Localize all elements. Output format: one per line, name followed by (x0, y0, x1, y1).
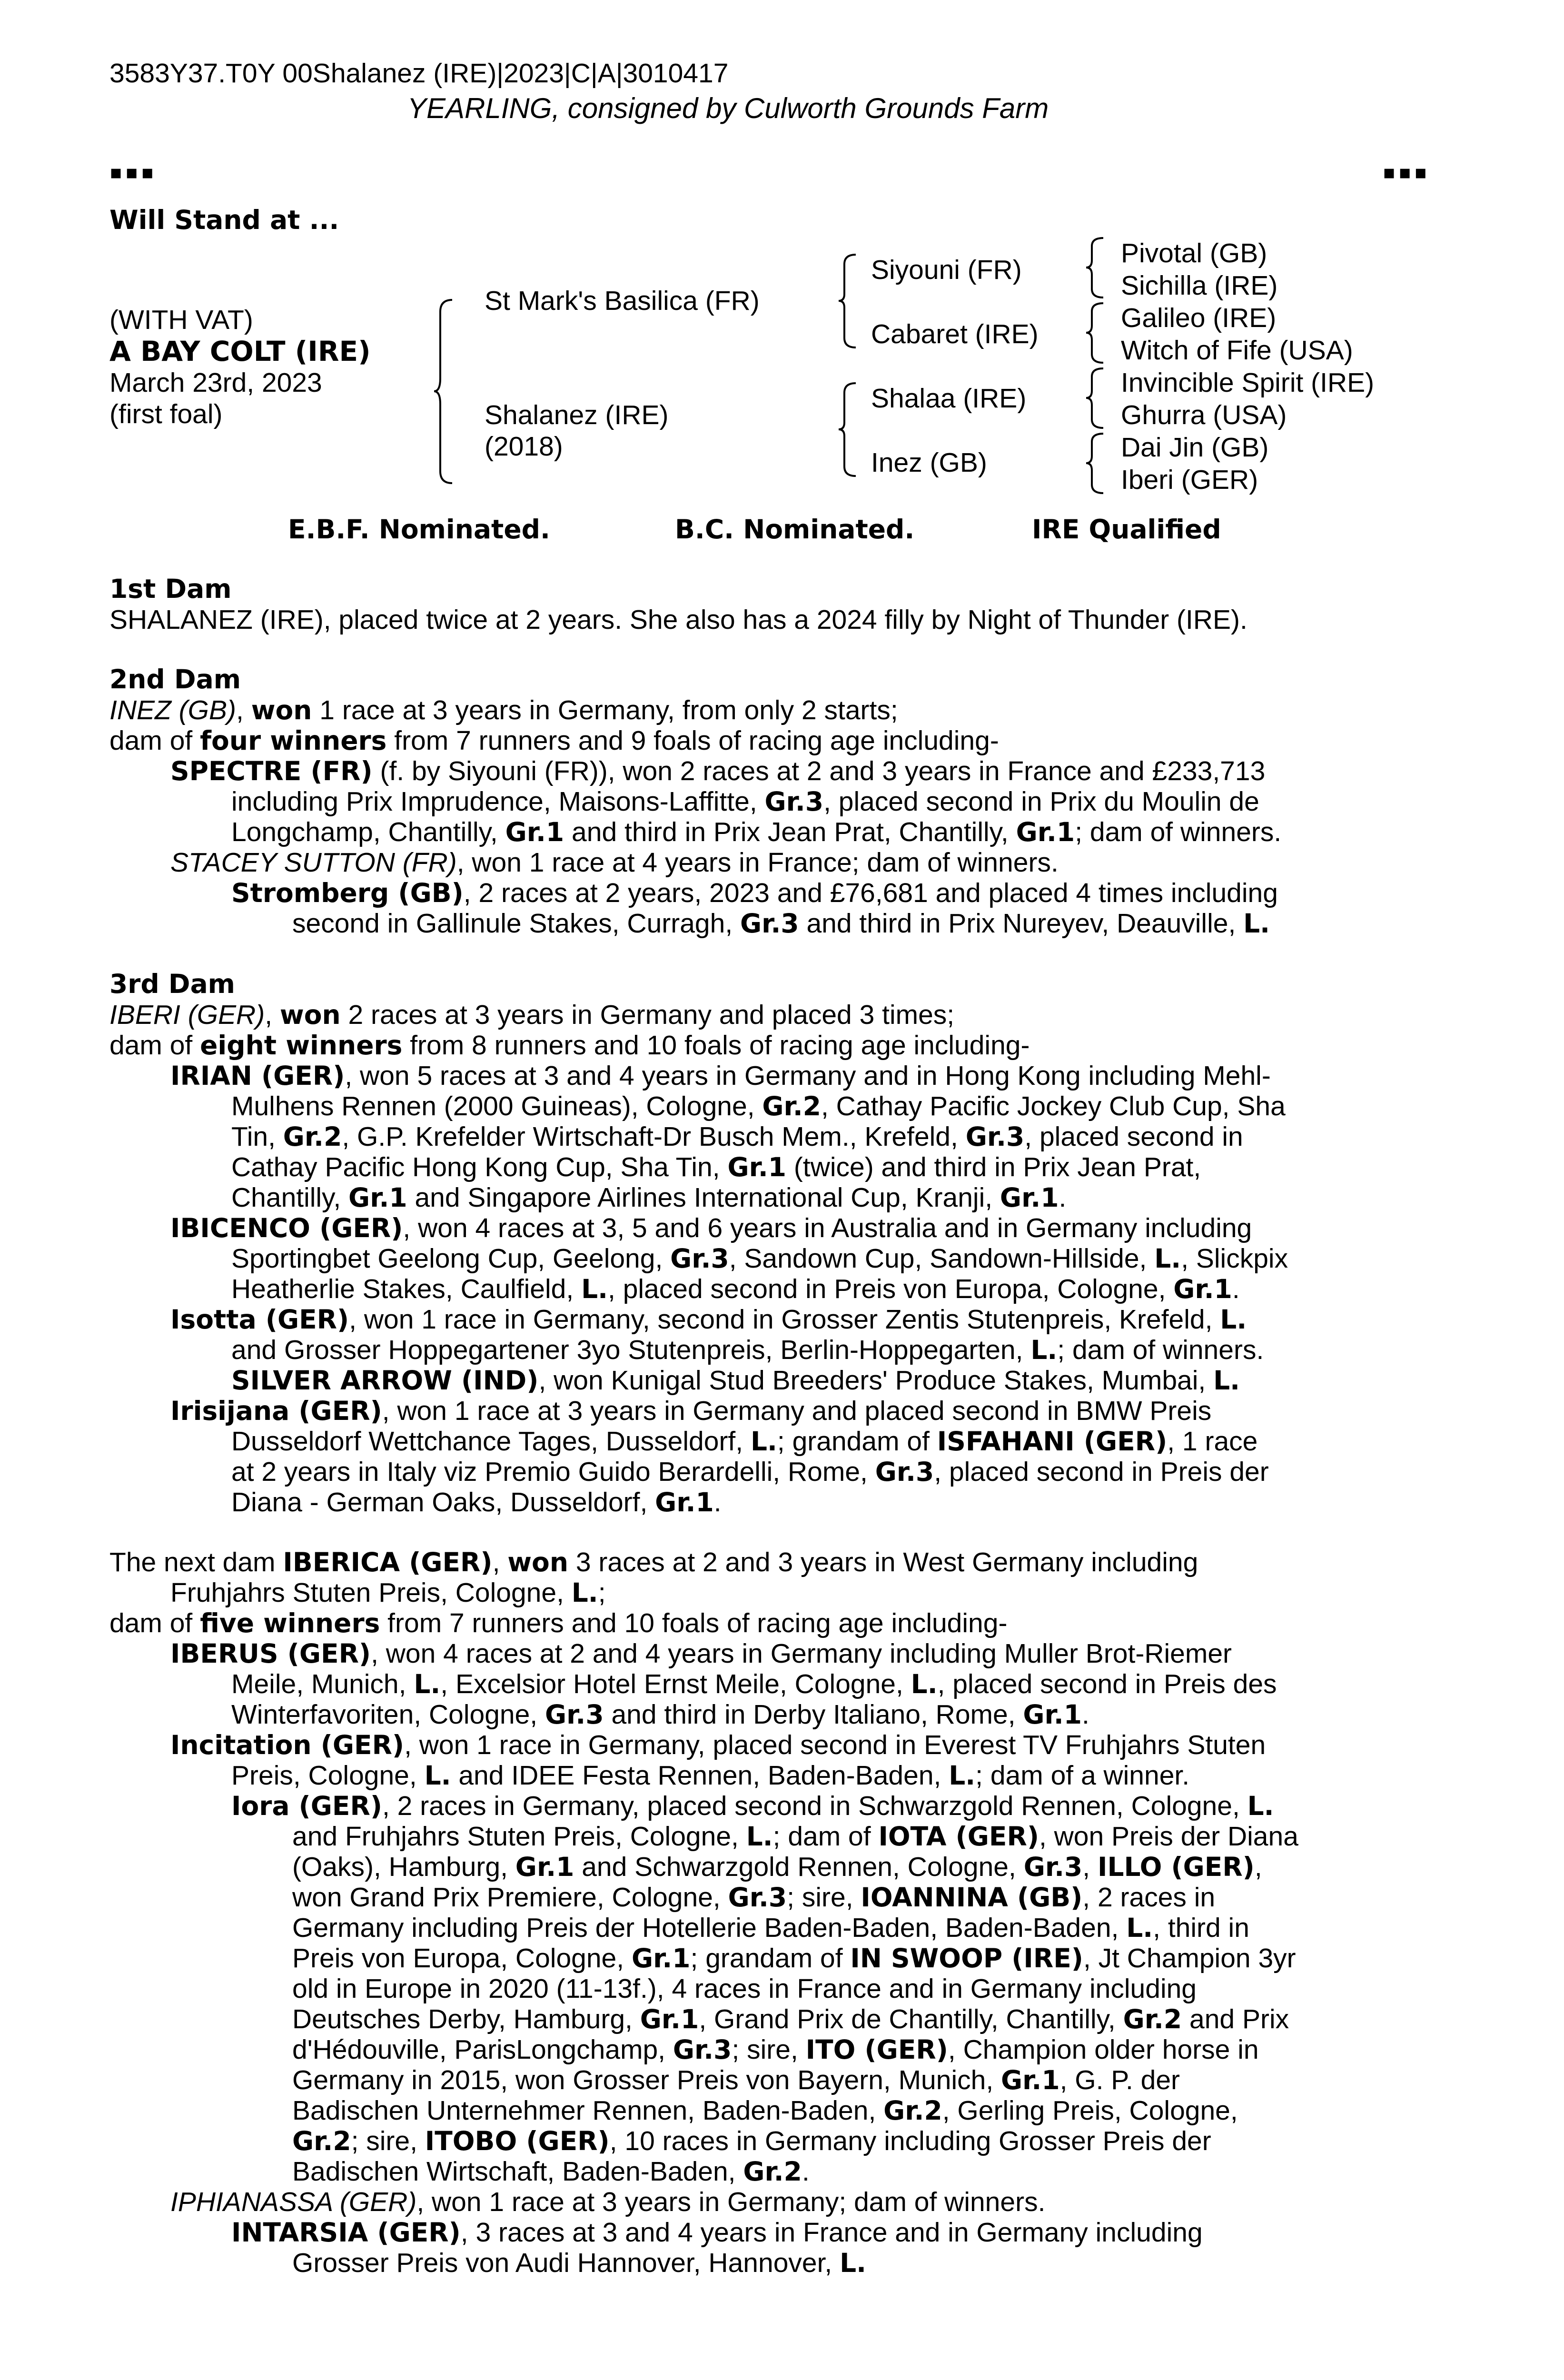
iphianassa-line: IPHIANASSA (GER), won 1 race at 3 years in Germany; dam of winners. (170, 2187, 1046, 2217)
stromberg-line-2: second in Gallinule Stakes, Curragh, Gr.3 and third in Prix Nureyev, Deauville, L. (292, 908, 1270, 939)
iora-line-10: Germany in 2015, won Grosser Preis von Bayern, Munich, Gr.1, G. P. der (292, 2065, 1180, 2095)
horse-silver-arrow: SILVER ARROW (IND) (231, 1365, 539, 1396)
ibicenco-line-1: IBICENCO (GER), won 4 races at 3, 5 and 6 years in Australia and in Germany including (170, 1213, 1252, 1243)
iora-line-12: Gr.2; sire, ITOBO (GER), 10 races in Germany including Grosser Preis der (292, 2126, 1211, 2156)
iora-line-2: and Fruhjahrs Stuten Preis, Cologne, L.; dam of IOTA (GER), won Preis der Diana (292, 1821, 1298, 1852)
iora-line-7: old in Europe in 2020 (11-13f.), 4 races in France and in Germany including (292, 1973, 1197, 2004)
horse-illo: ILLO (GER) (1097, 1852, 1255, 1882)
pedigree-brace-g4-3 (1085, 366, 1106, 430)
horse-intarsia: INTARSIA (GER) (231, 2217, 461, 2248)
irian-line-3: Tin, Gr.2, G.P. Krefelder Wirtschaft-Dr Busch Mem., Krefeld, Gr.3, placed second in (231, 1121, 1243, 1152)
incitation-line-1: Incitation (GER), won 1 race in Germany, placed second in Everest TV Fruhjahrs Stuten (170, 1730, 1266, 1760)
irisijana-line-3: at 2 years in Italy viz Premio Guido Berardelli, Rome, Gr.3, placed second in Preis der (231, 1457, 1269, 1487)
incitation-line-2: Preis, Cologne, L. and IDEE Festa Rennen, Baden-Baden, L.; dam of a winner. (231, 1760, 1190, 1791)
foaling-date: March 23rd, 2023 (109, 367, 322, 398)
intarsia-line-2: Grosser Preis von Audi Hannover, Hannover, L. (292, 2248, 867, 2278)
ibicenco-line-2: Sportingbet Geelong Cup, Geelong, Gr.3, Sandown Cup, Sandown-Hillside, L., Slickpix (231, 1243, 1288, 1274)
irisijana-line-2: Dusseldorf Wettchance Tages, Dusseldorf, L.; grandam of ISFAHANI (GER), 1 race (231, 1426, 1258, 1457)
iora-line-11: Badischen Unternehmer Rennen, Baden-Baden, Gr.2, Gerling Preis, Cologne, (292, 2095, 1238, 2126)
dam-name-inez: INEZ (GB) (109, 695, 236, 725)
horse-stacey-sutton: STACEY SUTTON (FR) (170, 847, 457, 878)
gen4-sichilla: Sichilla (IRE) (1121, 270, 1278, 301)
horse-itobo: ITOBO (GER) (425, 2126, 610, 2156)
irisijana-line-4: Diana - German Oaks, Dusseldorf, Gr.1. (231, 1487, 722, 1517)
horse-isfahani: ISFAHANI (GER) (937, 1426, 1168, 1457)
next-dam-line-2: Fruhjahrs Stuten Preis, Cologne, L.; (170, 1577, 606, 1608)
pedigree-brace-sire (838, 252, 859, 350)
dam-name-iberi: IBERI (GER) (109, 1000, 265, 1030)
next-dam-produce: dam of five winners from 7 runners and 10 foals of racing age including- (109, 1608, 1008, 1638)
horse-isotta: Isotta (GER) (170, 1304, 349, 1335)
horse-iberus: IBERUS (GER) (170, 1638, 371, 1669)
horse-in-swoop: IN SWOOP (IRE) (850, 1943, 1083, 1973)
second-dam-heading: 2nd Dam (109, 664, 241, 694)
irian-line-4: Cathay Pacific Hong Kong Cup, Sha Tin, Gr.1 (twice) and third in Prix Jean Prat, (231, 1152, 1201, 1182)
gen4-iberi: Iberi (GER) (1121, 465, 1258, 495)
third-dam-heading: 3rd Dam (109, 969, 235, 999)
dam-year: (2018) (485, 431, 563, 462)
dam-name-iberica: IBERICA (GER) (283, 1547, 493, 1577)
pedigree-brace-g4-2 (1085, 301, 1106, 365)
intarsia-line-1: INTARSIA (GER), 3 races at 3 and 4 years in France and in Germany including (231, 2217, 1203, 2248)
horse-irian: IRIAN (GER) (170, 1061, 345, 1091)
isotta-line-1: Isotta (GER), won 1 race in Germany, second in Grosser Zentis Stutenpreis, Krefeld, L. (170, 1304, 1247, 1335)
horse-iota: IOTA (GER) (878, 1821, 1039, 1852)
irian-line-1: IRIAN (GER), won 5 races at 3 and 4 years in Germany and in Hong Kong including Mehl- (170, 1061, 1271, 1091)
iberus-line-1: IBERUS (GER), won 4 races at 2 and 4 years in Germany including Muller Brot-Riemer (170, 1638, 1232, 1669)
gen4-witch-of-fife: Witch of Fife (USA) (1121, 335, 1353, 366)
isotta-line-2: and Grosser Hoppegartener 3yo Stutenpreis, Berlin-Hoppegarten, L.; dam of winners. (231, 1335, 1264, 1365)
dam-name: Shalanez (IRE) (485, 400, 669, 430)
iberus-line-3: Winterfavoriten, Cologne, Gr.3 and third in Derby Italiano, Rome, Gr.1. (231, 1699, 1089, 1730)
consignor-line: YEARLING, consigned by Culworth Grounds Farm (407, 92, 1049, 124)
iora-line-8: Deutsches Derby, Hamburg, Gr.1, Grand Prix de Chantilly, Chantilly, Gr.2 and Prix (292, 2004, 1289, 2034)
gen3-inez: Inez (GB) (871, 447, 987, 478)
spectre-line-1: SPECTRE (FR) (f. by Siyouni (FR)), won 2 races at 2 and 3 years in France and £233,713 (170, 756, 1266, 786)
iberus-line-2: Meile, Munich, L., Excelsior Hotel Ernst Meile, Cologne, L., placed second in Preis des (231, 1669, 1277, 1699)
first-dam-text: SHALANEZ (IRE), placed twice at 2 years. She also has a 2024 filly by Night of Thunder (IRE). (109, 605, 1247, 635)
iora-line-1: Iora (GER), 2 races in Germany, placed second in Schwarzgold Rennen, Cologne, L. (231, 1791, 1274, 1821)
vat-note: (WITH VAT) (109, 305, 253, 335)
marker-right: ▪▪▪ (1383, 161, 1430, 183)
gen4-pivotal: Pivotal (GB) (1121, 238, 1267, 268)
horse-spectre: SPECTRE (FR) (170, 756, 373, 786)
gen3-cabaret: Cabaret (IRE) (871, 319, 1039, 349)
horse-irisijana: Irisijana (GER) (170, 1396, 382, 1426)
iora-line-6: Preis von Europa, Cologne, Gr.1; grandam of IN SWOOP (IRE), Jt Champion 3yr (292, 1943, 1296, 1973)
gen3-siyouni: Siyouni (FR) (871, 255, 1022, 285)
spectre-line-3: Longchamp, Chantilly, Gr.1 and third in Prix Jean Prat, Chantilly, Gr.1; dam of winners. (231, 817, 1282, 847)
gen3-shalaa: Shalaa (IRE) (871, 383, 1027, 414)
pedigree-brace-g4-1 (1085, 236, 1106, 300)
horse-iphianassa: IPHIANASSA (GER) (170, 2187, 417, 2217)
sire-name: St Mark's Basilica (FR) (485, 286, 760, 316)
iora-line-4: won Grand Prix Premiere, Cologne, Gr.3; sire, IOANNINA (GB), 2 races in (292, 1882, 1216, 1913)
horse-incitation: Incitation (GER) (170, 1730, 405, 1760)
stromberg-line-1: Stromberg (GB), 2 races at 2 years, 2023 and £76,681 and placed 4 times including (231, 878, 1278, 908)
ire-qualified: IRE Qualified (1032, 514, 1221, 545)
horse-name: A BAY COLT (IRE) (109, 335, 371, 367)
lot-code: 3583Y37.T0Y 00Shalanez (IRE)|2023|C|A|3010417 (109, 58, 729, 89)
gen4-galileo: Galileo (IRE) (1121, 303, 1277, 333)
dam-record: 1 race at 3 years in Germany, from only 2 starts; (319, 695, 898, 725)
iora-line-9: d'Hédouville, ParisLongchamp, Gr.3; sire, ITO (GER), Champion older horse in (292, 2034, 1259, 2065)
silver-arrow-line: SILVER ARROW (IND), won Kunigal Stud Breeders' Produce Stakes, Mumbai, L. (231, 1365, 1240, 1396)
will-stand-at: Will Stand at ... (109, 205, 339, 235)
horse-ibicenco: IBICENCO (GER) (170, 1213, 403, 1243)
marker-left: ▪▪▪ (109, 161, 157, 183)
winners-count: four winners (200, 725, 387, 756)
pedigree-brace-dam (838, 381, 859, 478)
iora-line-5: Germany including Preis der Hotellerie Baden-Baden, Baden-Baden, L., third in (292, 1913, 1249, 1943)
third-dam-produce: dam of eight winners from 8 runners and 10 foals of racing age including- (109, 1030, 1030, 1061)
gen4-dai-jin: Dai Jin (GB) (1121, 432, 1269, 463)
horse-iora: Iora (GER) (231, 1791, 382, 1821)
ibicenco-line-3: Heatherlie Stakes, Caulfield, L., placed second in Preis von Europa, Cologne, Gr.1. (231, 1274, 1240, 1304)
horse-ito: ITO (GER) (805, 2034, 948, 2065)
iora-line-13: Badischen Wirtschaft, Baden-Baden, Gr.2. (292, 2156, 810, 2187)
pedigree-brace-main (433, 298, 457, 486)
second-dam-produce (109, 725, 999, 756)
pedigree-brace-g4-4 (1085, 431, 1106, 496)
horse-ioannina: IOANNINA (GB) (861, 1882, 1083, 1913)
first-dam-heading: 1st Dam (109, 574, 232, 604)
runners-count: from 7 runners and 9 foals of racing age including- (394, 725, 999, 756)
dam-of-label: dam of (109, 725, 193, 756)
irian-line-2: Mulhens Rennen (2000 Guineas), Cologne, Gr.2, Cathay Pacific Jockey Club Cup, Sha (231, 1091, 1286, 1121)
won-label: won (251, 695, 312, 725)
bc-nominated: B.C. Nominated. (675, 514, 915, 545)
second-dam-line: INEZ (GB), won 1 race at 3 years in Germany, from only 2 starts; (109, 695, 898, 725)
stacey-line: STACEY SUTTON (FR), won 1 race at 4 years in France; dam of winners. (170, 847, 1059, 878)
next-dam-line-1: The next dam IBERICA (GER), won 3 races at 2 and 3 years in West Germany including (109, 1547, 1198, 1577)
spectre-line-2: including Prix Imprudence, Maisons-Laffitte, Gr.3, placed second in Prix du Moulin de (231, 786, 1259, 817)
horse-stromberg: Stromberg (GB) (231, 878, 464, 908)
third-dam-line: IBERI (GER), won 2 races at 3 years in Germany and placed 3 times; (109, 1000, 955, 1030)
foal-note: (first foal) (109, 399, 223, 429)
irian-line-5: Chantilly, Gr.1 and Singapore Airlines International Cup, Kranji, Gr.1. (231, 1182, 1067, 1213)
gen4-invincible-spirit: Invincible Spirit (IRE) (1121, 367, 1375, 398)
ebf-nominated: E.B.F. Nominated. (288, 514, 550, 545)
iora-line-3: (Oaks), Hamburg, Gr.1 and Schwarzgold Rennen, Cologne, Gr.3, ILLO (GER), (292, 1852, 1262, 1882)
gen4-ghurra: Ghurra (USA) (1121, 400, 1287, 430)
irisijana-line-1: Irisijana (GER), won 1 race at 3 years in Germany and placed second in BMW Preis (170, 1396, 1212, 1426)
